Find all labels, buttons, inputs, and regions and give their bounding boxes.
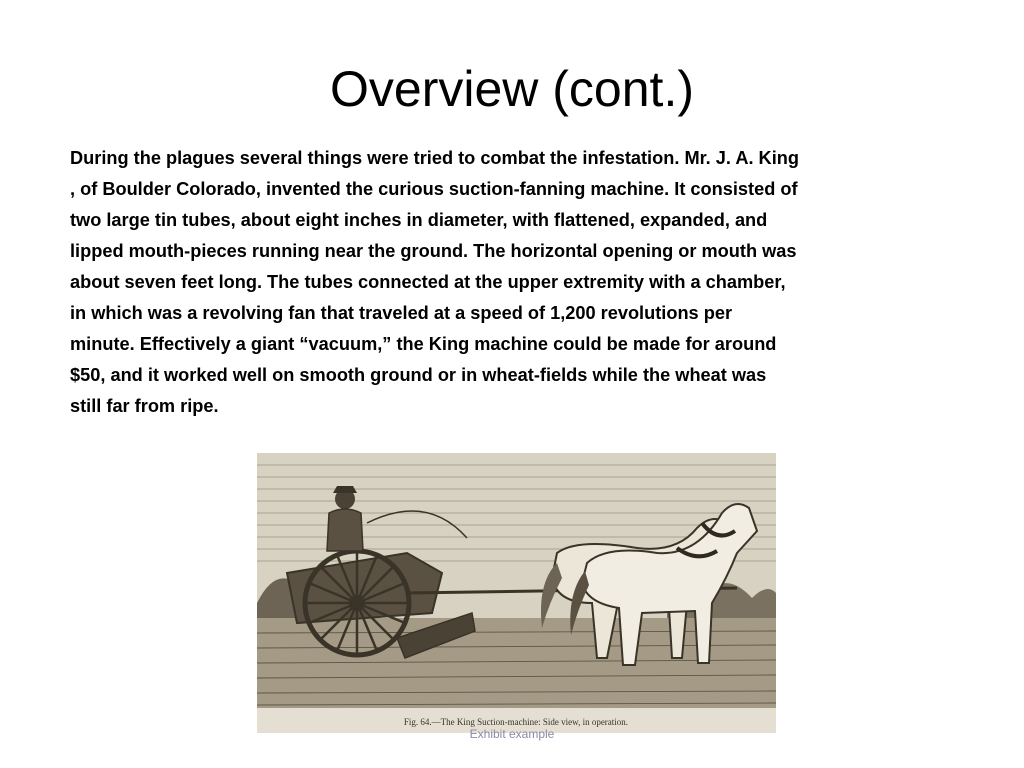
slide-body-text: During the plagues several things were tried to combat the infestation. Mr. J. A. King , of Boulder Colorado, invented the curious suction-fanning machine. It consisted of two large tin tubes, about eight inches in diameter, with flattened, expanded, and lipped mouth-pieces running near the ground. The horizontal opening or mouth was about seven feet long. The tubes connected at the upper extremity with a chamber, in which was a revolving fan that traveled at a speed of 1,200 revolutions per minute. Effectively a giant “vacuum,” the King machine could be made for around $50, and it worked well on smooth ground or in wheat-fields while the wheat was still far from ripe. [70, 148, 799, 416]
king-suction-machine-engraving [257, 453, 776, 733]
exhibit-example-label: Exhibit example [469, 727, 555, 741]
engraving-illustration [257, 453, 776, 733]
slide-title: Overview (cont.) [330, 61, 694, 117]
figure-caption: Fig. 64.—The King Suction-machine: Side view, in operation. [403, 717, 629, 727]
